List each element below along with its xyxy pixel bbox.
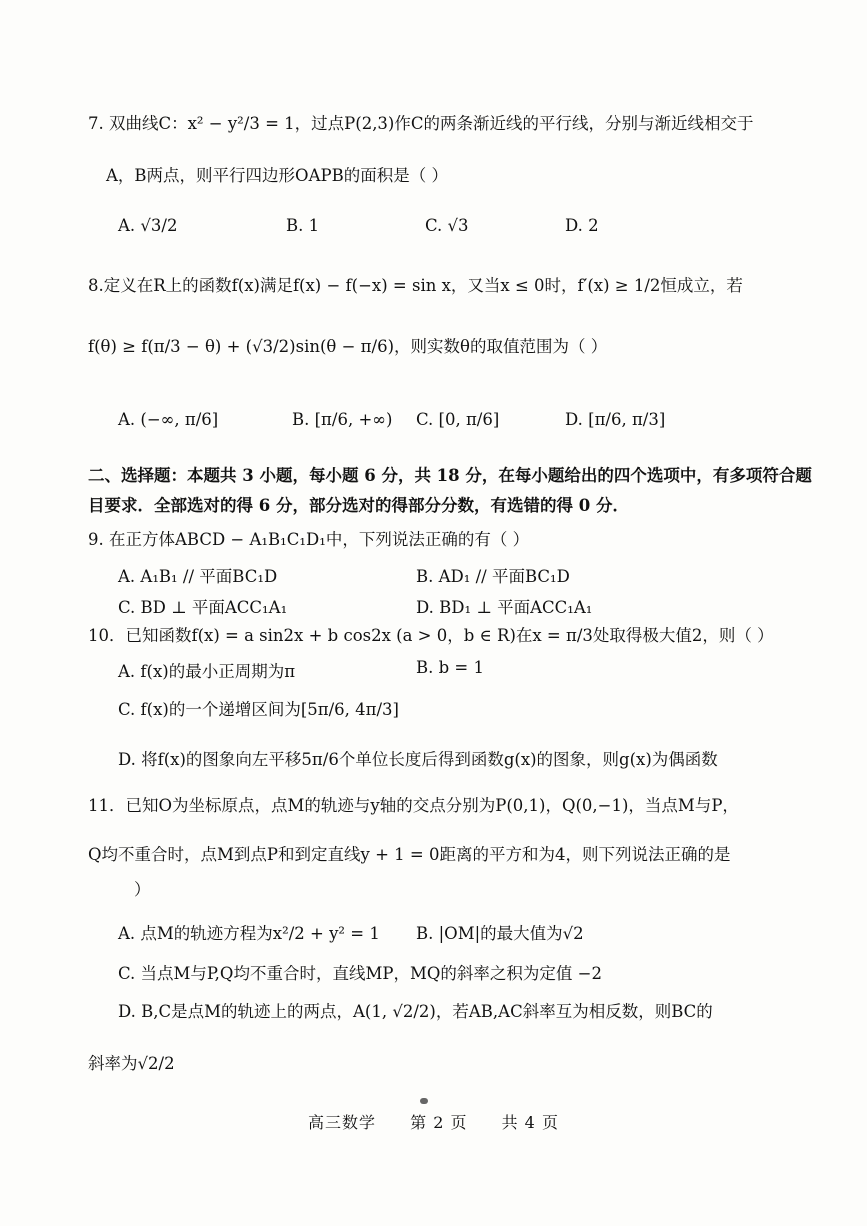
q10-option-d: D. 将f(x)的图象向左平移5π/6个单位长度后得到函数g(x)的图象，则g(x)为偶函数: [118, 750, 718, 769]
section2-line1: 二、选择题：本题共 3 小题，每小题 6 分，共 18 分，在每小题给出的四个选项中，有多项符合题: [88, 466, 812, 485]
q7-line2: A，B两点，则平行四边形OAPB的面积是（ ）: [106, 166, 448, 185]
q11-line2: Q均不重合时，点M到点P和到定直线y + 1 = 0距离的平方和为4，则下列说法正确的是: [88, 845, 731, 864]
q11-line3: ）: [134, 880, 151, 899]
q7-option-a: A. √3/2: [118, 216, 178, 235]
page-footer: [0, 1110, 867, 1133]
q11-option-c: C. 当点M与P,Q均不重合时，直线MP，MQ的斜率之积为定值 −2: [118, 964, 602, 983]
q9-stem: 9. 在正方体ABCD − A₁B₁C₁D₁中，下列说法正确的有（ ）: [88, 530, 530, 549]
q9-option-a: A. A₁B₁ // 平面BC₁D: [118, 567, 278, 586]
section2-line2: 目要求．全部选对的得 6 分，部分选对的得部分分数，有选错的得 0 分．: [88, 496, 629, 515]
footer-subject: 高三数学: [308, 1113, 377, 1132]
q8-option-d: D. [π/6, π/3]: [565, 410, 666, 429]
q11-option-d: D. B,C是点M的轨迹上的两点，A(1, √2/2)，若AB,AC斜率互为相反数，则BC的: [118, 1002, 713, 1021]
footer-total-pages: 共 4 页: [501, 1113, 559, 1132]
q11-option-b: B. |OM|的最大值为√2: [416, 924, 584, 943]
q9-option-b: B. AD₁ // 平面BC₁D: [416, 567, 570, 586]
footer-page-number: 第 2 页: [410, 1113, 468, 1132]
q7-option-c: C. √3: [425, 216, 469, 235]
q8-line2: f(θ) ≥ f(π/3 − θ) + (√3/2)sin(θ − π/6)，则实数θ的取值范围为（ ）: [88, 337, 608, 356]
q7-option-d: D. 2: [565, 216, 599, 235]
q8-option-c: C. [0, π/6]: [416, 410, 500, 429]
q9-option-c: C. BD ⊥ 平面ACC₁A₁: [118, 598, 288, 617]
q8-line1: 8.定义在R上的函数f(x)满足f(x) − f(−x) = sin x，又当x ≤ 0时，f′(x) ≥ 1/2恒成立，若: [88, 276, 743, 295]
q11-line1: 11．已知O为坐标原点，点M的轨迹与y轴的交点分别为P(0,1)，Q(0,−1)，当点M与P，: [88, 796, 739, 815]
q9-option-d: D. BD₁ ⊥ 平面ACC₁A₁: [416, 598, 593, 617]
q7-option-b: B. 1: [286, 216, 320, 235]
q10-option-a: A. f(x)的最小正周期为π: [118, 662, 296, 681]
q8-option-b: B. [π/6, +∞): [292, 410, 393, 429]
q7-line1: 7. 双曲线C：x² − y²/3 = 1，过点P(2,3)作C的两条渐近线的平行线，分别与渐近线相交于: [88, 114, 754, 133]
printing-mark: [420, 1098, 428, 1104]
q10-option-b: B. b = 1: [416, 658, 484, 677]
q10-stem: 10．已知函数f(x) = a sin2x + b cos2x (a > 0，b ∈ R)在x = π/3处取得极大值2，则（ ）: [88, 626, 774, 645]
q8-option-a: A. (−∞, π/6]: [118, 410, 219, 429]
q10-option-c: C. f(x)的一个递增区间为[5π/6, 4π/3]: [118, 700, 399, 719]
q11-option-a: A. 点M的轨迹方程为x²/2 + y² = 1: [118, 924, 380, 943]
q11-tail: 斜率为√2/2: [88, 1054, 175, 1073]
